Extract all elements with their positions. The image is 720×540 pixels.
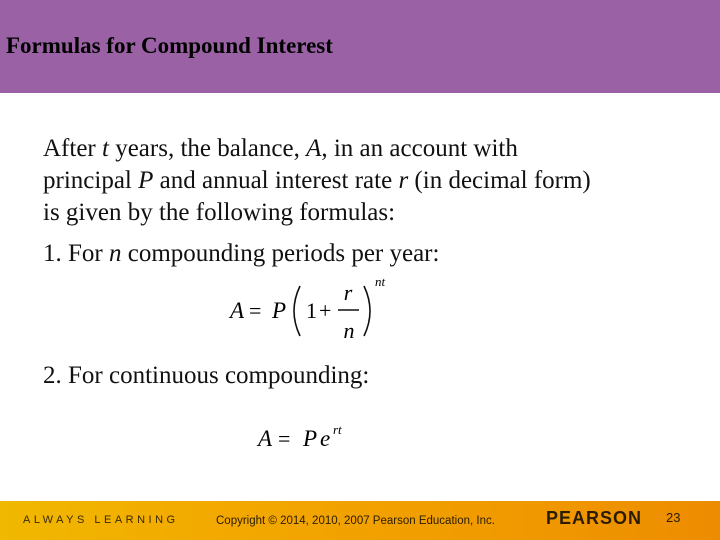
pearson-logo: PEARSON bbox=[546, 508, 643, 528]
text-fragment: compounding periods per year: bbox=[121, 240, 440, 267]
formula1-denominator: n bbox=[343, 318, 355, 343]
text-fragment: principal bbox=[43, 167, 139, 194]
formula1-exponent: nt bbox=[375, 274, 386, 289]
continuous-compounding-formula bbox=[256, 418, 366, 458]
formula2-p: P bbox=[303, 426, 318, 451]
page-number: 23 bbox=[666, 510, 681, 525]
body-paragraph bbox=[43, 133, 683, 229]
formula1-equals: = bbox=[249, 298, 262, 323]
formula2-equals: = bbox=[278, 426, 291, 451]
slide-title: Formulas for Compound Interest bbox=[6, 33, 333, 58]
body-line-2 bbox=[43, 165, 683, 197]
variable-a: A bbox=[306, 135, 322, 162]
left-paren bbox=[294, 286, 300, 336]
variable-t: t bbox=[102, 135, 109, 162]
formula2-e: e bbox=[320, 426, 331, 451]
formula1-numerator: r bbox=[343, 280, 353, 305]
list-item-2: 2. For continuous compounding: bbox=[43, 362, 370, 389]
formula1-a: A bbox=[230, 298, 245, 323]
variable-p: P bbox=[138, 167, 154, 194]
formula1-one: 1 bbox=[306, 298, 317, 323]
formula1-p: P bbox=[272, 298, 287, 323]
text-fragment: years, the balance, bbox=[108, 135, 307, 162]
variable-r: r bbox=[398, 167, 409, 194]
tagline: ALWAYS LEARNING bbox=[23, 514, 179, 526]
copyright-notice: Copyright © 2014, 2010, 2007 Pearson Education, Inc. bbox=[216, 515, 495, 527]
text-fragment: and annual interest rate bbox=[153, 167, 399, 194]
body-line-3: is given by the following formulas: bbox=[43, 199, 396, 226]
formula1-plus: + bbox=[319, 298, 332, 323]
text-fragment: 1. For bbox=[43, 240, 109, 267]
footer-bar bbox=[0, 501, 720, 540]
right-paren bbox=[364, 286, 370, 336]
formula2-a: A bbox=[258, 426, 273, 451]
title-bar bbox=[0, 0, 720, 93]
formula2-exponent: rt bbox=[333, 422, 342, 437]
text-fragment: After bbox=[43, 135, 102, 162]
text-fragment: , in an account with bbox=[321, 135, 518, 162]
variable-n: n bbox=[108, 240, 122, 267]
compound-interest-formula bbox=[228, 272, 398, 347]
text-fragment: (in decimal form) bbox=[408, 167, 591, 194]
list-item-1 bbox=[43, 240, 439, 268]
body-line-1 bbox=[43, 133, 683, 165]
